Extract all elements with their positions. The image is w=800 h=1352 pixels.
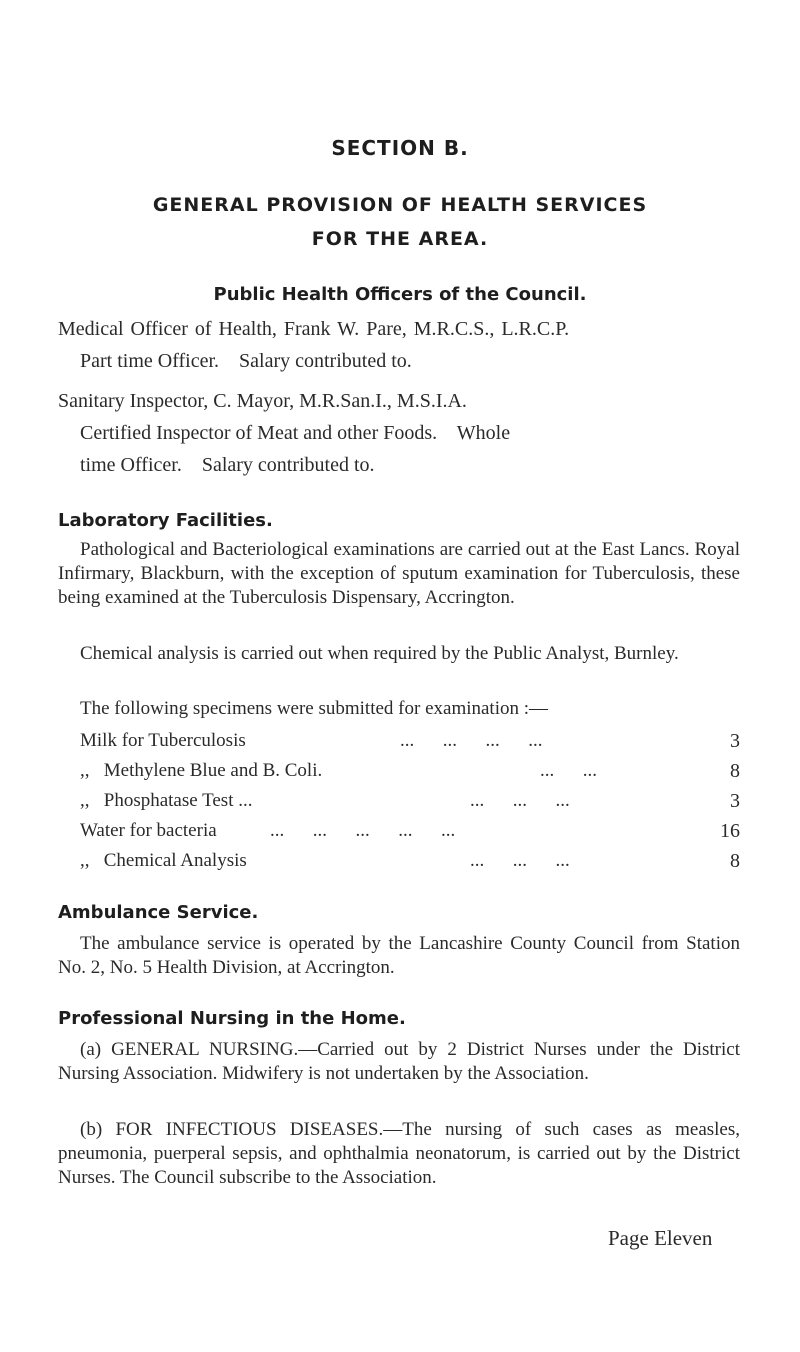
page-number: Page Eleven	[608, 1226, 713, 1250]
nursing-paragraph-b: (b) FOR INFECTIOUS DISEASES.—The nursing of such cases as measles, pneumonia, puerperal sepsis, and ophthalmia neonatorum, is carried out by the District Nurses. The Council subscribe to the Association.	[58, 1119, 740, 1188]
laboratory-paragraph-1: Pathological and Bacteriological examinations are carried out at the East Lancs. Royal Infirmary, Blackburn, with the exception of sputum examination for Tuberculosis, these being examined at the Tuberculosis Dispensary, Accrington.	[58, 539, 740, 608]
moh-line-2: Part time Officer. Salary contributed to.	[80, 350, 412, 372]
specimen-dots: ... ... ...	[470, 790, 570, 811]
specimen-count: 8	[730, 760, 740, 782]
specimen-label: Milk for Tuberculosis	[80, 730, 246, 751]
specimen-label: ,, Chemical Analysis	[80, 850, 247, 871]
laboratory-paragraph-2: Chemical analysis is carried out when required by the Public Analyst, Burnley.	[80, 643, 679, 664]
section-title: SECTION B.	[331, 136, 469, 160]
specimen-count: 16	[720, 820, 740, 842]
specimen-dots: ... ... ... ...	[400, 730, 543, 751]
officers-heading: Public Health Officers of the Council.	[213, 284, 587, 305]
specimen-label: Water for bacteria	[80, 820, 217, 841]
main-title-line-1: GENERAL PROVISION OF HEALTH SERVICES	[152, 194, 648, 216]
main-title-line-2: FOR THE AREA.	[311, 228, 489, 250]
specimens-intro: The following specimens were submitted for examination :—	[80, 698, 549, 719]
specimen-dots: ... ...	[540, 760, 597, 781]
nursing-heading: Professional Nursing in the Home.	[58, 1008, 406, 1029]
ambulance-paragraph: The ambulance service is operated by the Lancashire County Council from Station No. 2, No. 5 Health Division, at Accrington.	[58, 933, 740, 978]
specimen-label: ,, Methylene Blue and B. Coli.	[80, 760, 323, 781]
nursing-paragraph-a: (a) GENERAL NURSING.—Carried out by 2 District Nurses under the District Nursing Association. Midwifery is not undertaken by the Association.	[58, 1039, 740, 1084]
moh-line-1: Medical Officer of Health, Frank W. Pare, M.R.C.S., L.R.C.P.	[58, 318, 570, 340]
si-line-3: time Officer. Salary contributed to.	[80, 454, 375, 476]
specimen-count: 3	[730, 730, 740, 752]
specimen-count: 3	[730, 790, 740, 812]
specimen-count: 8	[730, 850, 740, 872]
specimen-label: ,, Phosphatase Test ...	[80, 790, 253, 811]
si-line-2: Certified Inspector of Meat and other Foods. Whole	[80, 422, 511, 444]
si-line-1: Sanitary Inspector, C. Mayor, M.R.San.I., M.S.I.A.	[58, 390, 467, 412]
specimen-dots: ... ... ...	[470, 850, 570, 871]
ambulance-heading: Ambulance Service.	[58, 902, 259, 923]
laboratory-heading: Laboratory Facilities.	[58, 510, 273, 531]
specimen-dots: ... ... ... ... ...	[270, 820, 456, 841]
